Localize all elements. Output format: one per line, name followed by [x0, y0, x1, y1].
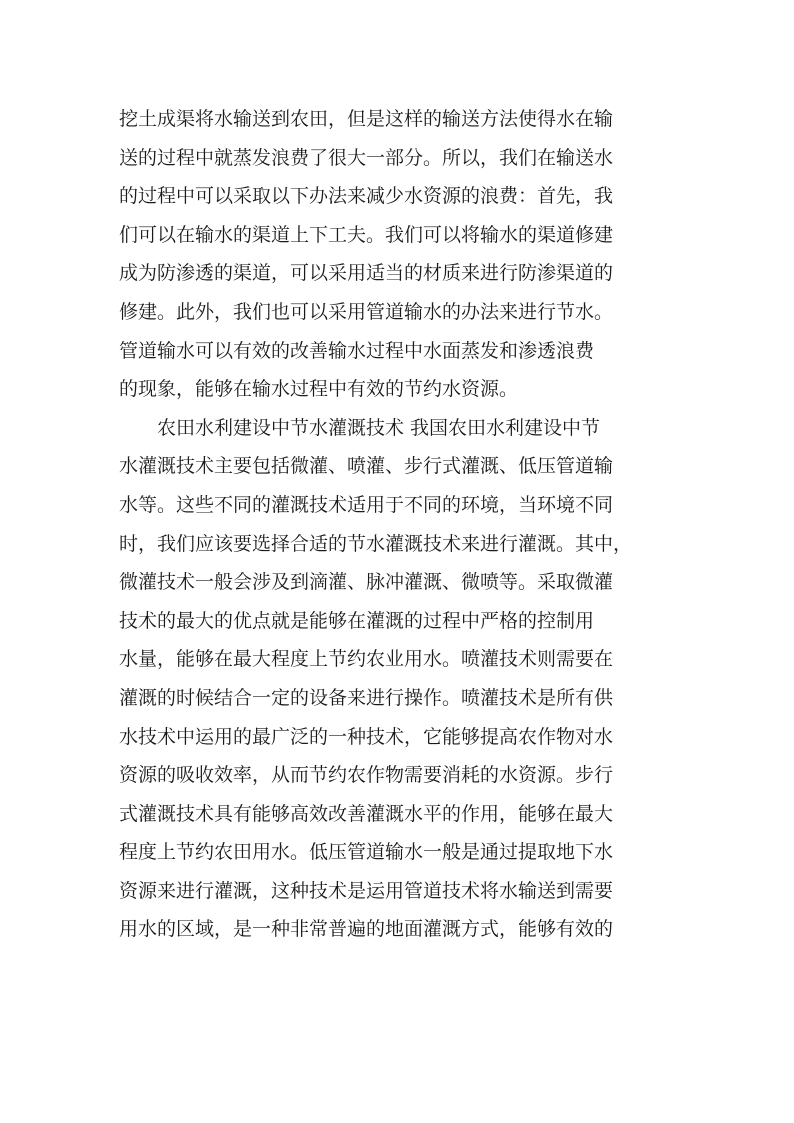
text-line: 水灌溉技术主要包括微灌、喷灌、步行式灌溉、低压管道输	[119, 455, 614, 478]
text-line: 水技术中运用的最广泛的一种技术，它能够提高农作物对水	[119, 725, 614, 748]
text-line: 用水的区域，是一种非常普遍的地面灌溉方式，能够有效的	[119, 918, 614, 941]
text-line: 的现象，能够在输水过程中有效的节约水资源。	[119, 378, 519, 401]
text-line: 时，我们应该要选择合适的节水灌溉技术来进行灌溉。其中，	[119, 532, 633, 555]
text-line: 修建。此外，我们也可以采用管道输水的办法来进行节水。	[119, 300, 614, 323]
text-line: 送的过程中就蒸发浪费了很大一部分。所以，我们在输送水	[119, 146, 614, 169]
text-line: 水量，能够在最大程度上节约农业用水。喷灌技术则需要在	[119, 648, 614, 671]
text-line: 们可以在输水的渠道上下工夫。我们可以将输水的渠道修建	[119, 223, 614, 246]
text-line: 水等。这些不同的灌溉技术适用于不同的环境，当环境不同	[119, 493, 614, 516]
text-line: 技术的最大的优点就是能够在灌溉的过程中严格的控制用	[119, 609, 595, 632]
text-line: 微灌技术一般会涉及到滴灌、脉冲灌溉、微喷等。采取微灌	[119, 571, 614, 594]
section-heading-line: 农田水利建设中节水灌溉技术 我国农田水利建设中节	[157, 416, 601, 439]
text-line: 管道输水可以有效的改善输水过程中水面蒸发和渗透浪费	[119, 339, 595, 362]
text-line: 成为防渗透的渠道，可以采用适当的材质来进行防渗渠道的	[119, 262, 614, 285]
text-line: 资源的吸收效率，从而节约农作物需要消耗的水资源。步行	[119, 764, 614, 787]
text-line: 挖土成渠将水输送到农田，但是这样的输送方法使得水在输	[119, 108, 614, 130]
text-line: 灌溉的时候结合一定的设备来进行操作。喷灌技术是所有供	[119, 686, 614, 709]
text-line: 资源来进行灌溉，这种技术是运用管道技术将水输送到需要	[119, 879, 614, 902]
text-line: 程度上节约农田用水。低压管道输水一般是通过提取地下水	[119, 841, 614, 864]
text-line: 的过程中可以采取以下办法来减少水资源的浪费：首先，我	[119, 185, 614, 208]
text-line: 式灌溉技术具有能够高效改善灌溉水平的作用，能够在最大	[119, 802, 614, 825]
body-text	[119, 100, 679, 949]
